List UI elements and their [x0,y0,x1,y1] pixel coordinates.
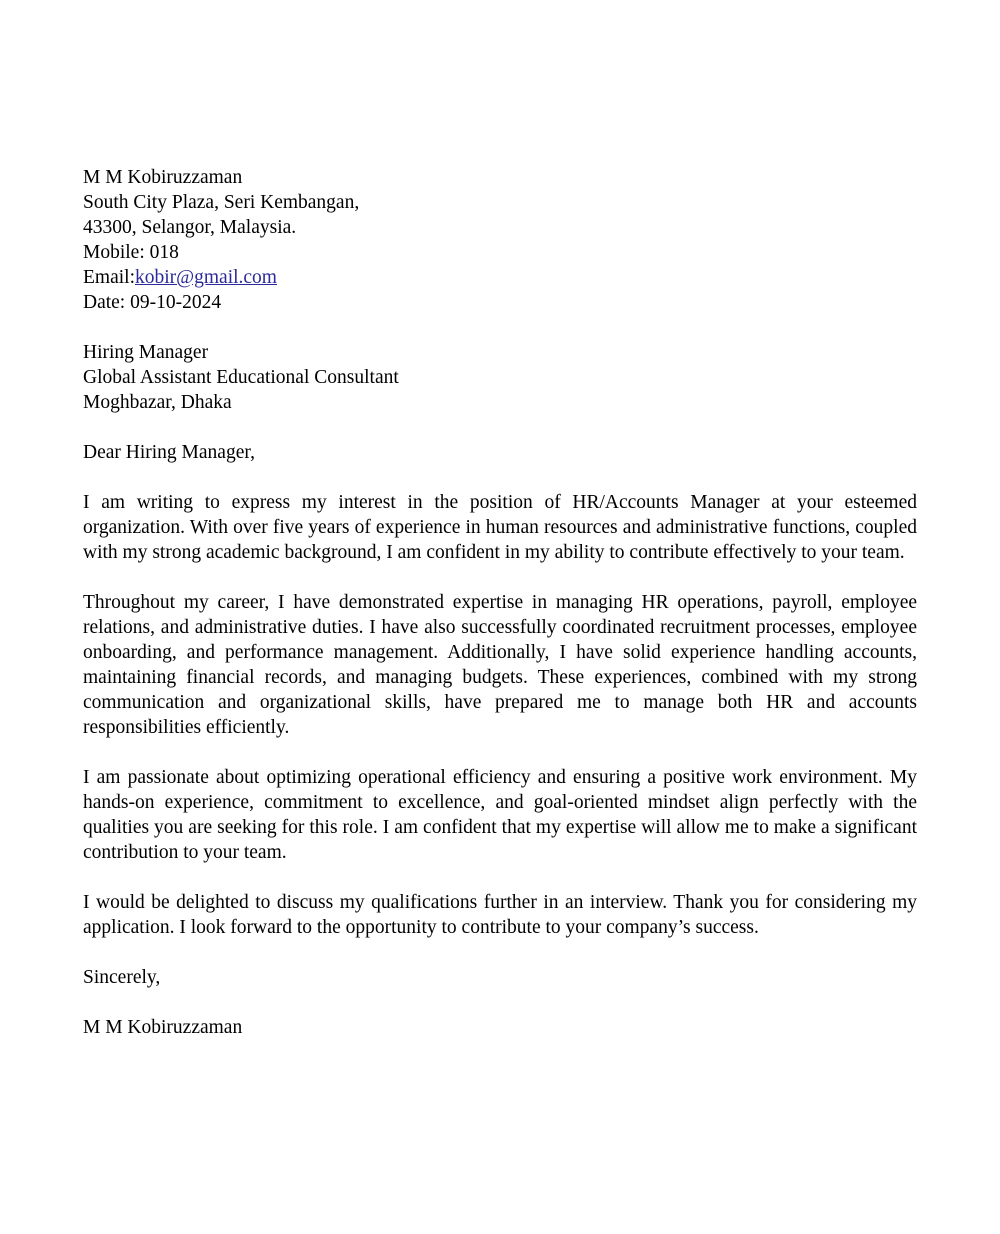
body-paragraph-4: I would be delighted to discuss my qualifications further in an interview. Thank you for considering my application. I look forward to the opportunity to contribute to your company’s success. [83,892,917,938]
recipient-line-3: Moghbazar, Dhaka [83,392,232,413]
email-label: Email: [83,267,135,288]
sender-email-line [83,265,917,290]
salutation: Dear Hiring Manager, [83,442,255,463]
letter-date: Date: 09-10-2024 [83,292,222,313]
spacer-closing-signature [83,990,917,1015]
recipient-address-block [83,340,917,415]
email-link[interactable]: kobir@gmail.com [135,267,277,288]
closing-salutation: Sincerely, [83,967,161,988]
spacer-paragraph-1-2 [83,565,917,590]
sender-address-block [83,165,917,315]
sender-address-line-1: South City Plaza, Seri Kembangan, [83,192,360,213]
signature-name: M M Kobiruzzaman [83,1017,243,1038]
sender-address-line-2: 43300, Selangor, Malaysia. [83,217,297,238]
spacer-body-closing [83,940,917,965]
body-paragraph-3: I am passionate about optimizing operational efficiency and ensuring a positive work environment. My hands-on experience, commitment to excellence, and goal-oriented mindset align perfectly with the qualities you are seeking for this role. I am confident that my expertise will allow me to make a significant contribution to your team. [83,767,917,863]
body-paragraph-2: Throughout my career, I have demonstrated expertise in managing HR operations, payroll, employee relations, and administrative duties. I have also successfully coordinated recruitment processes, employee onboarding, and performance management. Additionally, I have solid experience handling accounts, maintaining financial records, and managing budgets. These experiences, combined with my strong communication and organizational skills, have prepared me to manage both HR and accounts responsibilities efficiently. [83,592,917,738]
cover-letter-body [83,165,917,1040]
recipient-line-1: Hiring Manager [83,342,209,363]
body-paragraph-1: I am writing to express my interest in the position of HR/Accounts Manager at your esteemed organization. With over five years of experience in human resources and administrative functions, coupled with my strong academic background, I am confident in my ability to contribute effectively to your team. [83,492,917,563]
spacer-paragraph-3-4 [83,865,917,890]
recipient-line-2: Global Assistant Educational Consultant [83,367,399,388]
sender-mobile: Mobile: 018 [83,242,179,263]
spacer-sender-recipient [83,315,917,340]
sender-name: M M Kobiruzzaman [83,167,243,188]
spacer-salutation-body [83,465,917,490]
spacer-paragraph-2-3 [83,740,917,765]
spacer-recipient-salutation [83,415,917,440]
